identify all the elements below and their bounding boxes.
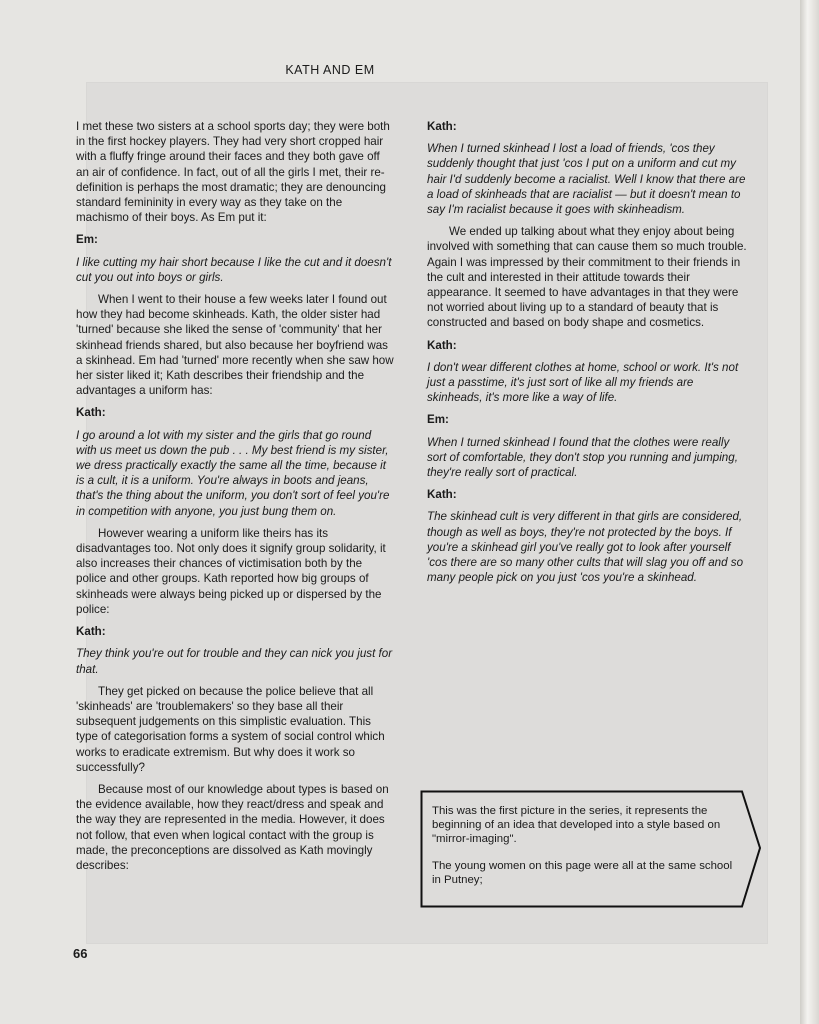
left-text-column xyxy=(76,119,394,880)
interview-quote: When I turned skinhead I lost a load of friends, 'cos they suddenly thought that just 'cos I put on a uniform and cut my hair I'd suddenly become a racialist. Well I know that there are a load of skinheads that are racialist — but it doesn't mean to say I'm racialist because it goes with skinheadism. xyxy=(427,142,746,217)
speaker-label: Em: xyxy=(76,233,98,247)
body-paragraph: Because most of our knowledge about types is based on the evidence available, how they react/dress and speak and the way they are represented in the media. However, it does not follow, that even when logical contact with the group is made, the preconceptions are dissolved as Kath movingly describes: xyxy=(76,782,389,872)
body-paragraph: When I went to their house a few weeks later I found out how they had become skinheads. Kath, the older sister had 'turned' because she liked the sense of 'community' that her skinhead friends shared, but also because her boyfriend was a skinhead. Em had 'turned' more recently when she saw how her sister liked it; Kath describes their friendship and the advantages a uniform has: xyxy=(76,293,394,398)
body-paragraph: They get picked on because the police believe that all 'skinheads' are 'troublemakers' so they base all their subsequent judgements on this simplistic evaluation. This type of categorisation forms a system of social control which works to eradicate extremism. But why does it work so successfully? xyxy=(76,684,385,774)
body-paragraph: I met these two sisters at a school sports day; they were both in the first hockey players. They had very short cropped hair with a fluffy fringe around their faces and they both gave off an air of confidence. In fact, out of all the girls I met, their re-definition is perhaps the most dramatic; they are denouncing standard femininity in every way as they take on the machismo of their boys. As Em put it: xyxy=(76,120,390,225)
body-paragraph: We ended up talking about what they enjoy about being involved with something that can cause them so much trouble. Again I was impressed by their commitment to their friends in the cult and interested in their attitude towards their appearance. It seemed to have advantages in that they were not worried about living up to a standard of beauty that is constructed and based on body shape and cosmetics. xyxy=(427,225,747,330)
body-paragraph: However wearing a uniform like theirs has its disadvantages too. Not only does it signify group solidarity, it also increases their chances of victimisation both by the police and other groups. Kath reported how big groups of skinheads were always being picked up or dispersed by the police: xyxy=(76,526,386,616)
speaker-label: Kath: xyxy=(76,625,106,639)
caption-paragraph: The young women on this page were all at the same school in Putney; xyxy=(432,859,733,886)
interview-quote: They think you're out for trouble and they can nick you just for that. xyxy=(76,647,393,676)
interview-quote: When I turned skinhead I found that the clothes were really sort of comfortable, they don't stop you running and jumping, they're really sort of practical. xyxy=(427,435,738,480)
page-title: KATH AND EM xyxy=(285,63,375,77)
right-text-column xyxy=(427,119,747,592)
interview-quote: The skinhead cult is very different in that girls are considered, though as well as boys, they're not protected by the boys. If you're a skinhead girl you've really got to look after yourself 'cos there are so many other cults that will slag you off and so many people pick on you just 'cos you're a skinhead. xyxy=(427,510,744,585)
caption-text xyxy=(432,804,744,899)
speaker-label: Kath: xyxy=(427,488,457,502)
speaker-label: Em: xyxy=(427,413,449,427)
interview-quote: I go around a lot with my sister and the girls that go round with us meet us down the pub . . . My best friend is my sister, we dress practically exactly the same all the time, because it is a cult, it is a uniform. You're always in boots and jeans, that's the thing about the uniform, you don't sort of feel you're in competition with anyone, you just bung them on. xyxy=(76,428,390,518)
page-number: 66 xyxy=(73,946,88,961)
speaker-label: Kath: xyxy=(427,120,457,133)
speaker-label: Kath: xyxy=(427,338,457,352)
caption-paragraph: This was the first picture in the series, it represents the beginning of an idea that developed into a style based on "mirror-imaging". xyxy=(432,805,721,846)
interview-quote: I don't wear different clothes at home, school or work. It's not just a passtime, it's just sort of like all my friends are skinheads, it's more like a way of life. xyxy=(427,360,739,405)
speaker-label: Kath: xyxy=(76,406,106,420)
book-page-edge xyxy=(800,0,819,1024)
caption-box xyxy=(420,790,762,908)
interview-quote: I like cutting my hair short because I like the cut and it doesn't cut you out into boys or girls. xyxy=(76,255,392,284)
